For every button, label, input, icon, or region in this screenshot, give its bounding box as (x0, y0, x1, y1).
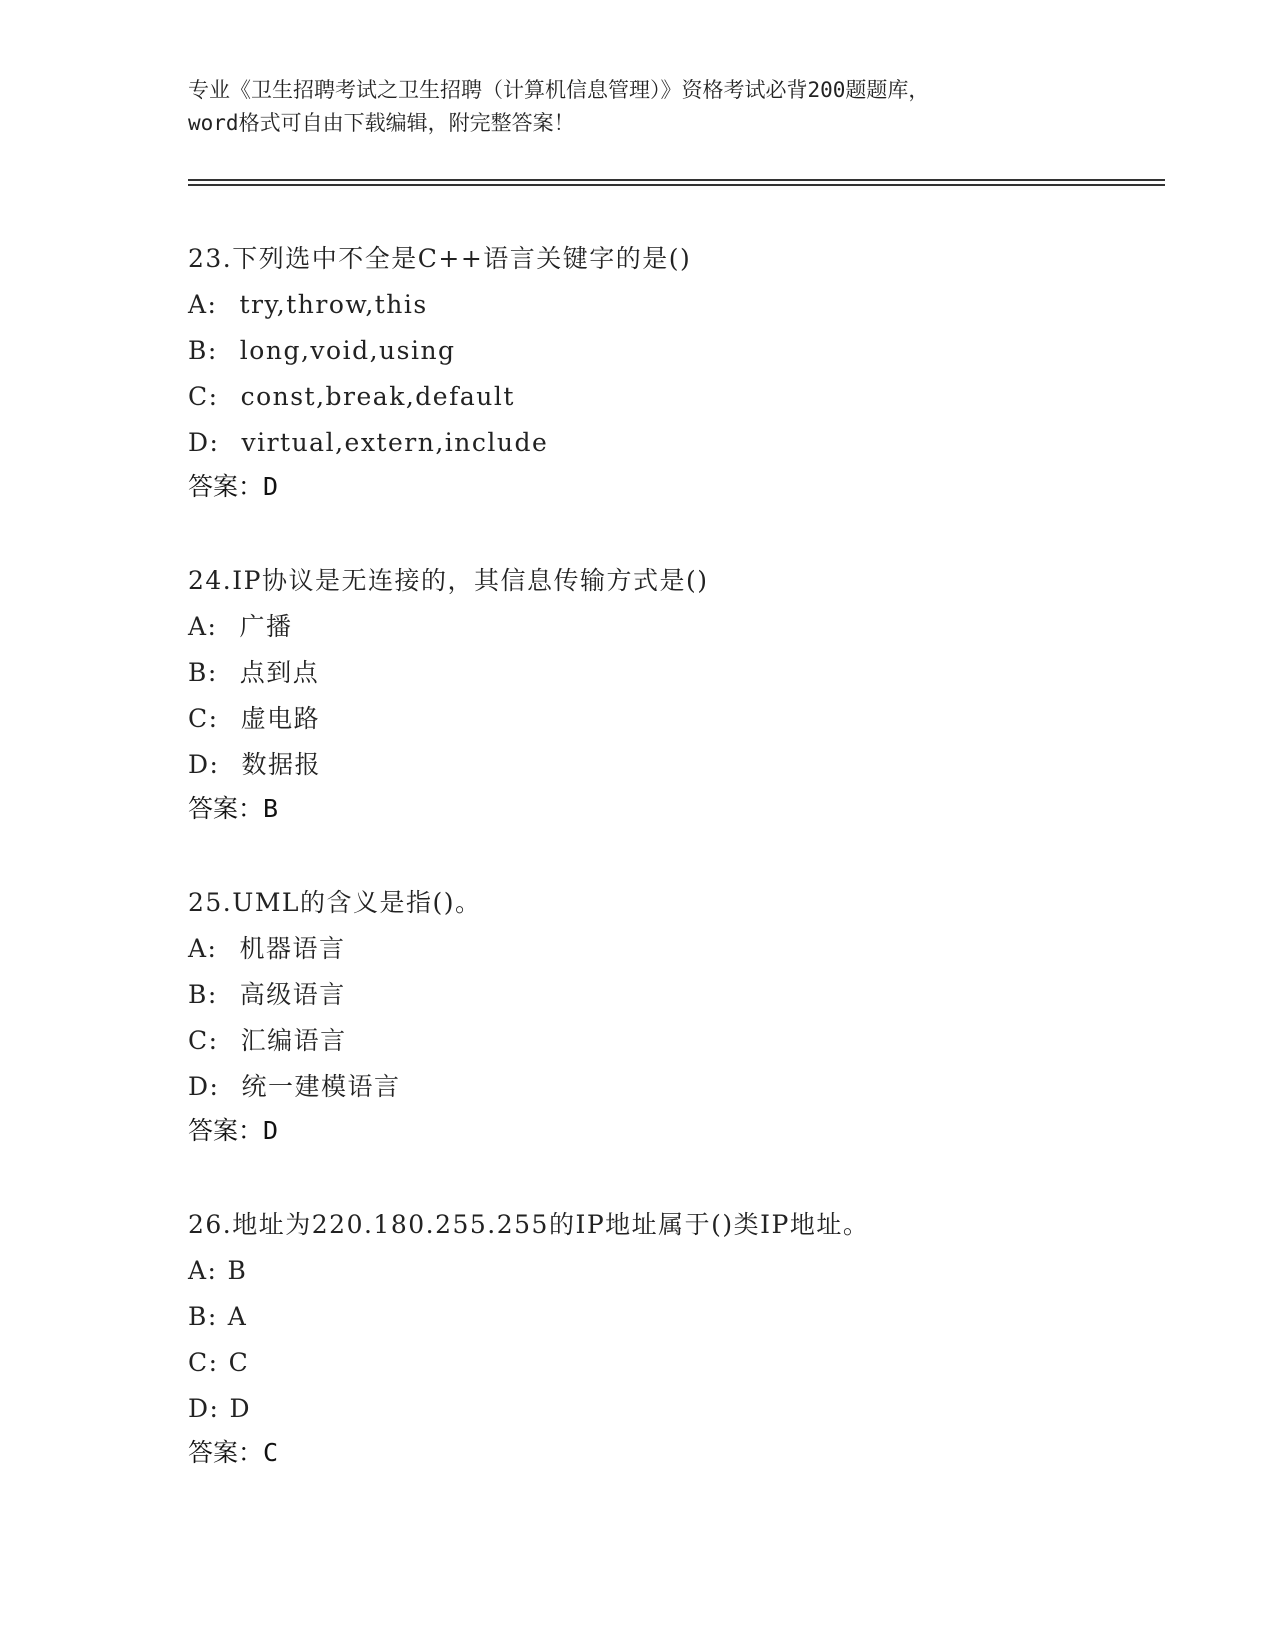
question-list (188, 236, 1168, 1524)
option-text: long,void,using (239, 336, 456, 365)
question-23 (188, 236, 1168, 558)
header-divider-bottom (188, 184, 1165, 186)
option-b (188, 1294, 1168, 1340)
option-key: A: (188, 1256, 218, 1285)
header-line-1: 专业《卫生招聘考试之卫生招聘（计算机信息管理）》资格考试必背200题题库， (188, 78, 930, 102)
question-24 (188, 558, 1168, 880)
answer-line: 答案：D (188, 472, 279, 501)
option-b (188, 328, 1168, 374)
question-title: 24.IP协议是无连接的，其信息传输方式是() (188, 566, 709, 595)
option-text: 汇编语言 (240, 1026, 347, 1055)
option-text: virtual,extern,include (241, 428, 549, 457)
option-text: 数据报 (241, 750, 321, 779)
option-c (188, 696, 1168, 742)
option-text: 广播 (239, 612, 293, 641)
option-key: C: (188, 382, 219, 411)
option-text: try,throw,this (239, 290, 428, 319)
question-title: 26.地址为220.180.255.255的IP地址属于()类IP地址。 (188, 1210, 870, 1239)
question-26 (188, 1202, 1168, 1524)
question-25 (188, 880, 1168, 1202)
option-text: 高级语言 (239, 980, 346, 1009)
option-key: D: (188, 750, 220, 779)
option-text: const,break,default (240, 382, 515, 411)
option-a (188, 604, 1168, 650)
option-a (188, 1248, 1168, 1294)
header-divider-top (188, 179, 1165, 181)
option-d (188, 420, 1168, 466)
option-d (188, 742, 1168, 788)
option-text: 统一建模语言 (241, 1072, 401, 1101)
answer-line: 答案：B (188, 794, 279, 823)
answer-line: 答案：D (188, 1116, 279, 1145)
option-text: B (227, 1256, 248, 1285)
option-key: B: (188, 980, 218, 1009)
option-a (188, 926, 1168, 972)
header-line-2: word格式可自由下载编辑，附完整答案！ (188, 111, 575, 135)
option-key: C: (188, 704, 219, 733)
option-d (188, 1064, 1168, 1110)
option-key: B: (188, 1302, 218, 1331)
option-text: 点到点 (239, 658, 320, 687)
option-key: A: (188, 290, 218, 319)
option-text: 虚电路 (240, 704, 321, 733)
option-text: D (229, 1394, 252, 1423)
option-d (188, 1386, 1168, 1432)
document-header (188, 74, 1118, 140)
option-c (188, 374, 1168, 420)
option-key: C: (188, 1026, 219, 1055)
option-key: D: (188, 1394, 220, 1423)
option-key: D: (188, 1072, 220, 1101)
option-text: A (227, 1302, 248, 1331)
question-title: 23.下列选中不全是C++语言关键字的是() (188, 244, 692, 273)
option-a (188, 282, 1168, 328)
option-text: C (228, 1348, 250, 1377)
option-key: A: (188, 612, 218, 641)
option-text: 机器语言 (239, 934, 346, 963)
option-key: B: (188, 658, 218, 687)
option-c (188, 1018, 1168, 1064)
option-key: C: (188, 1348, 219, 1377)
option-b (188, 972, 1168, 1018)
option-c (188, 1340, 1168, 1386)
answer-line: 答案：C (188, 1438, 279, 1467)
option-key: D: (188, 428, 220, 457)
option-key: A: (188, 934, 218, 963)
option-b (188, 650, 1168, 696)
option-key: B: (188, 336, 218, 365)
question-title: 25.UML的含义是指()。 (188, 888, 482, 917)
